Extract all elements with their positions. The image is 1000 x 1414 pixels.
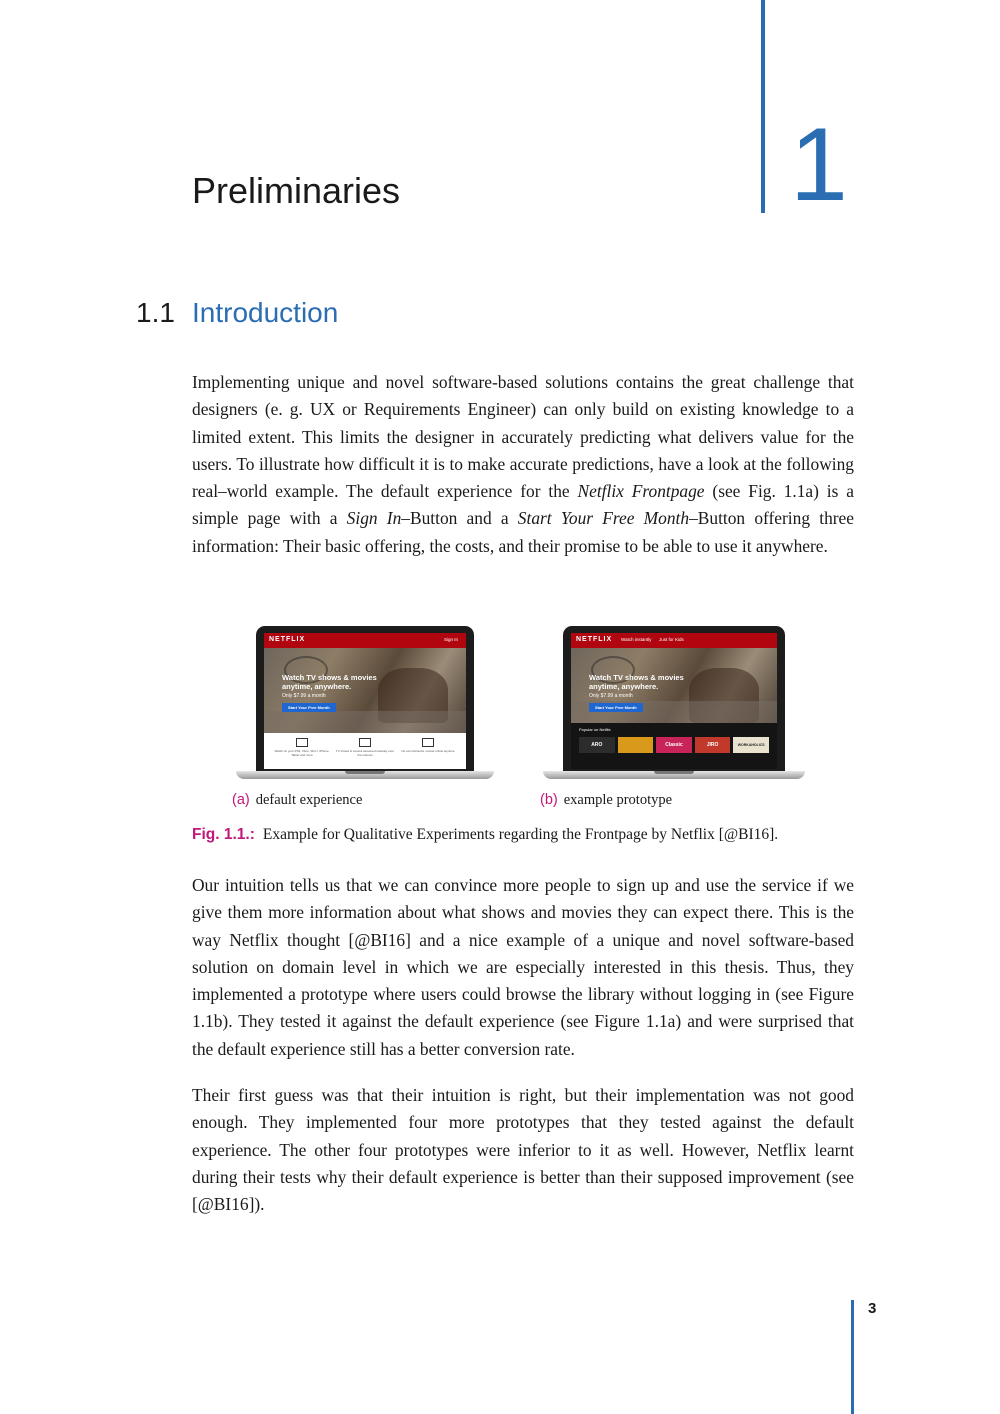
cancel-icon [422,738,434,747]
menu-just-for-kids: Just for Kids [659,637,684,642]
laptop-notch [345,771,385,774]
netflix-header [264,633,466,648]
text-run: Implementing unique and novel software-based solutions contains the great challenge that designers (e. g. UX or Requirements Engineer) can only build on existing knowledge to a limited extent. This limits the designer in accurately predicting what delivers value for the users. To illustrate how difficult it is to make accurate predictions, have a look at the following real–world example. The default experience for the [192,372,854,502]
figure-caption-text: Example for Qualitative Experiments regarding the Frontpage by Netflix [@BI16]. [262,826,779,843]
text-run: (see Fig. 1.1a) is a simple page with a [192,481,854,529]
netflix-header [571,633,777,648]
laptop-default-experience [236,626,494,782]
netflix-features [264,733,466,769]
netflix-hero-image [571,648,777,723]
subcaption-label: (a) [232,792,250,808]
figure-caption [192,825,778,845]
netflix-screenshot-default [264,633,466,769]
feature-text: No commitments, cancel online anytime [401,749,455,753]
netflix-price: Only $7.99 a month [589,693,633,699]
paragraph-intro [192,369,854,560]
page-number-rule [851,1300,854,1414]
netflix-logo: NETFLIX [269,636,306,643]
subcaption-label: (b) [540,792,558,808]
subcaption-b [540,791,672,809]
feature-text: TV shows & movies streamed instantly over the internet [335,749,395,757]
section-number: 1.1 [136,297,175,328]
text-run: –Button offering three information: Their basic offering, the costs, and their promise to be able to use it anywhere. [192,508,854,556]
feature-devices [272,738,332,757]
paragraph-first-guess: Their first guess was that their intuition is right, but their implementation was not good enough. They implemented four more prototypes that they tested against the default experience. The other four prototypes were inferior to it as well. However, Netflix learnt during their tests why their default experience is better than their supposed improvement (see [@BI16]). [192,1085,854,1215]
section-title: Introduction [192,297,339,328]
title-row [579,737,769,753]
subcaption-a [232,791,362,809]
chapter-title: Preliminaries [192,170,401,211]
title-tile: Classic [656,737,692,753]
row-label: Popular on Netflix [579,727,611,732]
start-free-month-button: Start Your Free Month [282,703,336,712]
section-heading [136,296,338,330]
subcaption-text: example prototype [563,792,673,808]
menu-watch-instantly: Watch instantly [621,637,652,642]
sofa-shape [264,711,466,733]
title-tile: ARO [579,737,615,753]
feature-no-commitment [398,738,458,753]
title-tile: WORKAHOLICS [733,737,769,753]
paragraph-intuition: Our intuition tells us that we can convince more people to sign up and use the service if we give them more information about what shows and movies they can expect there. This is the way Netflix thought [@BI16] and a nice example of a unique and novel software-based solution on domain level in which we are especially interested in this thesis. Thus, they implemented a prototype where users could browse the library without logging in (see Figure 1.1b). They tested it against the default experience (see Figure 1.1a) and were surprised that the default experience still has a better conversion rate. [192,875,854,1059]
title-tile: JIRO [695,737,731,753]
title-tile [618,737,654,753]
laptop-example-prototype [543,626,805,782]
chapter-rule [761,0,765,213]
laptop-notch [654,771,694,774]
netflix-headline: Watch TV shows & movies anytime, anywhere. [589,673,684,691]
devices-icon [296,738,308,747]
feature-streaming [335,738,395,757]
netflix-headline: Watch TV shows & movies anytime, anywhere. [282,673,377,691]
page-number: 3 [868,1300,877,1317]
netflix-price: Only $7.99 a month [282,693,326,699]
start-free-month-button: Start Your Free Month [589,703,643,712]
emphasis-start-free-month: Start Your Free Month [517,508,690,529]
chapter-number: 1 [790,107,848,223]
netflix-hero-image [264,648,466,733]
netflix-logo: NETFLIX [576,636,613,643]
emphasis-netflix-frontpage: Netflix Frontpage [577,481,705,502]
emphasis-sign-in: Sign In [346,508,402,529]
sign-in-link: Sign In [443,637,458,642]
text-run: –Button and a [401,508,518,529]
netflix-screenshot-prototype [571,633,777,769]
feature-text: Watch on your PS4, Xbox, Wii U, iPhone, Tablet and more [274,749,330,757]
tv-icon [359,738,371,747]
figure-label: Fig. 1.1.: [192,826,255,843]
subcaption-text: default experience [255,792,363,808]
